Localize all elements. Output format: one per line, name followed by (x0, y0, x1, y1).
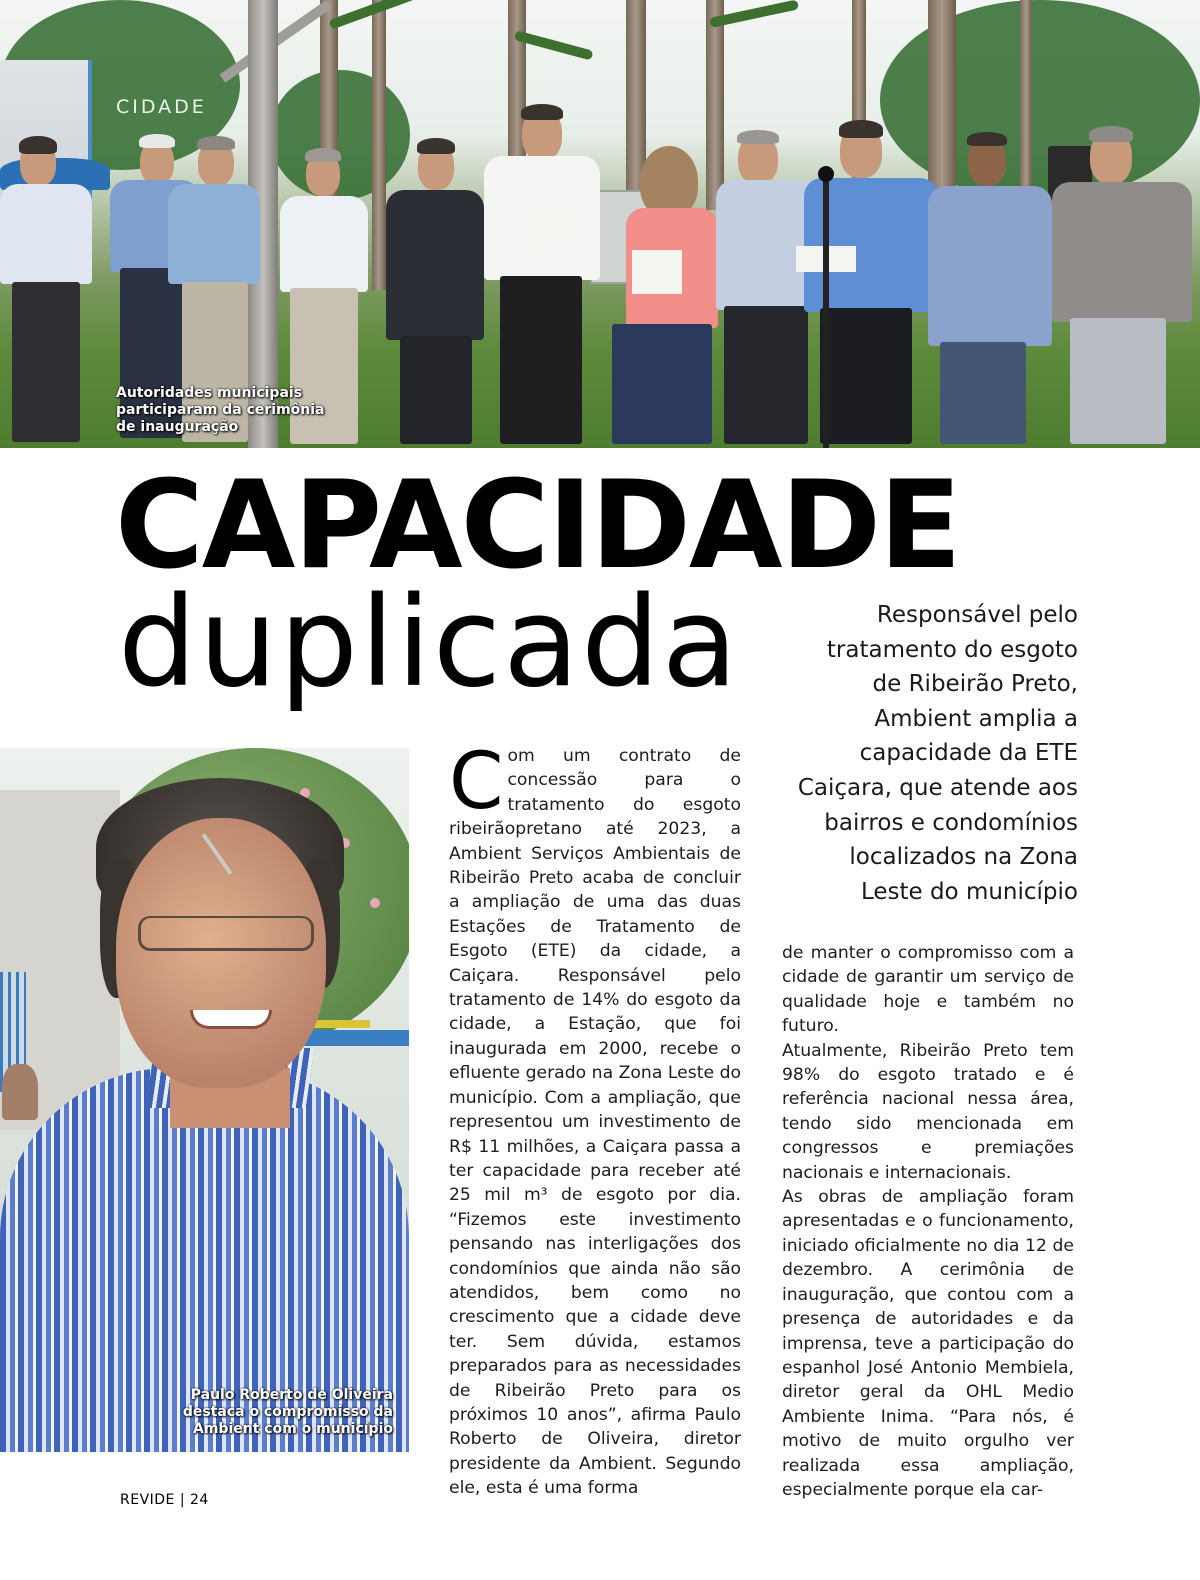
section-label: CIDADE (116, 96, 207, 118)
palm-trunk (706, 0, 724, 210)
headline-sub: duplicada (118, 571, 740, 715)
top-photo-caption: Autoridades municipais participaram da cerimônia de inauguração (116, 385, 325, 435)
microphone-stand (823, 172, 829, 448)
article-deck: Responsável pelo tratamento do esgoto de Ribeirão Preto, Ambient amplia a capacidade da ETE Caiçara, que atende aos bairros e condomínios localizados na Zona Leste do município (797, 602, 1078, 905)
portrait-caption: Paulo Roberto de Oliveira destaca o compromisso da Ambient com o município (182, 1387, 393, 1437)
glasses (138, 916, 314, 951)
page-folio: REVIDE | 24 (120, 1492, 209, 1508)
background-person (2, 1064, 38, 1120)
smile (190, 1010, 272, 1029)
body-column-2: de manter o compromisso com a cidade de garantir um serviço de qualidade hoje e também no futuro. Atualmente, Ribeirão Preto tem 98% do esgoto tratado e é referência nacional nessa área, tendo sido mencionada em congressos e premiações nacionais e internacionais. As obras de ampliação foram apresentadas e o funcionamento, iniciado oficialmente no dia 12 de dezembro. A cerimônia de inauguração, que contou com a presença de autoridades e da imprensa, teve a participação do espanhol José Antonio Membiela, diretor geral da OHL Medio Ambiente Inima. “Para nós, é motivo de muito orgulho ver realizada essa ampliação, especialmente porque ela car- (782, 943, 1074, 1500)
microphone (818, 166, 834, 182)
portrait-photo (0, 748, 409, 1452)
palm-trunk (372, 0, 386, 290)
drop-cap: C (449, 737, 504, 827)
top-photo (0, 0, 1200, 448)
palm-trunk (1020, 0, 1032, 210)
body-column-1 (449, 737, 741, 1501)
tree-foliage (270, 70, 410, 200)
headline-main: CAPACIDADE (115, 455, 960, 596)
body-column-1-text: om um contrato de concessão para o tratamento do esgoto ribeirãopretano até 2023, a Ambient Serviços Ambientais de Ribeirão Preto acaba de concluir a ampliação de uma das duas Estações de Tratamento de Esgoto (ETE) da cidade, a Caiçara. Responsável pelo tratamento de 14% do esgoto da cidade, a Estação, que foi inaugurada em 2000, recebe o efluente gerado na Zona Leste do município. Com a ampliação, que representou um investimento de R$ 11 milhões, a Caiçara passa a ter capacidade para receber até 25 mil m³ de esgoto por dia. “Fizemos este investimento pensando nas interligações dos condomínios que ainda não são atendidos, bem como no crescimento que a cidade deve ter. Sem dúvida, estamos preparados para as necessidades de Ribeirão Preto para os próximos 10 anos”, afirma Paulo Roberto de Oliveira, diretor presidente da Ambient. Segundo ele, esta é uma forma (449, 746, 741, 1499)
